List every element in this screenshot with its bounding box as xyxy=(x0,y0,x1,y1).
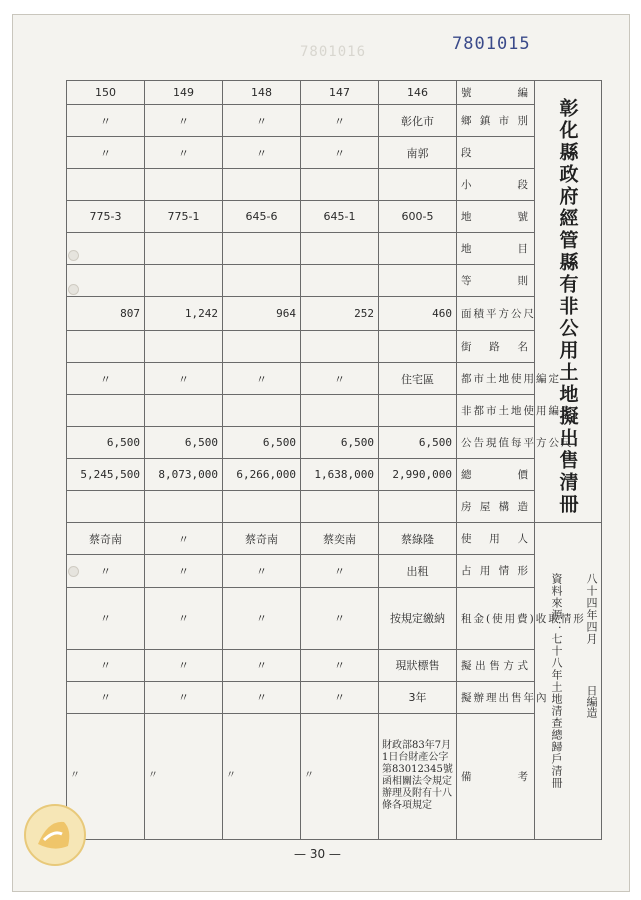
document-title: 彰化縣政府經管縣有非公用土地擬出售清冊 xyxy=(556,97,579,516)
cell-announced-value-149: 6,500 xyxy=(145,427,223,459)
cell-township-146: 彰化市 xyxy=(379,105,457,137)
cell-parcel-no-146: 600-5 xyxy=(379,201,457,233)
cell-land-category-148 xyxy=(223,233,301,265)
table-row-building xyxy=(67,491,602,523)
cell-township-150: 〃 xyxy=(67,105,145,137)
cell-land-category-149 xyxy=(145,233,223,265)
cell-nonurban-zoning-149 xyxy=(145,395,223,427)
cell-subsection-149 xyxy=(145,169,223,201)
cell-township-148: 〃 xyxy=(223,105,301,137)
cell-rent-146: 按規定繳納 xyxy=(379,587,457,649)
cell-parcel-no-148: 645-6 xyxy=(223,201,301,233)
data-source-note: 資料來源：七十八年土地清查總歸戶清冊 xyxy=(550,573,563,790)
cell-user-150: 蔡奇南 xyxy=(67,523,145,555)
cell-land-category-150 xyxy=(67,233,145,265)
cell-remarks-146: 財政部83年7月1日台財產公字第83012345號函相關法令規定辦理及附有十八條各項規定 xyxy=(379,713,457,839)
cell-grade-150 xyxy=(67,265,145,297)
cell-total-value-150: 5,245,500 xyxy=(67,459,145,491)
table-row-total-value xyxy=(67,459,602,491)
page-number: — 30 — xyxy=(294,847,341,861)
table-row-township xyxy=(67,105,602,137)
cell-sale-period-149: 〃 xyxy=(145,681,223,713)
cell-no-149: 149 xyxy=(145,81,223,105)
table-row-no xyxy=(67,81,602,105)
table-row-urban-zoning xyxy=(67,363,602,395)
cell-grade-146 xyxy=(379,265,457,297)
cell-building-150 xyxy=(67,491,145,523)
cell-urban-zoning-149: 〃 xyxy=(145,363,223,395)
row-label-sale-method: 擬出售方式 xyxy=(457,649,535,681)
row-label-announced-value: 公告現值每平方公尺 xyxy=(457,427,535,459)
cell-no-147: 147 xyxy=(301,81,379,105)
compiled-label: 日編造 xyxy=(585,685,598,719)
cell-remarks-149: 〃 xyxy=(145,713,223,839)
row-label-no: 號編 xyxy=(457,81,535,105)
cell-sale-method-147: 〃 xyxy=(301,649,379,681)
cell-occupancy-150: 〃 xyxy=(67,555,145,587)
cell-sale-period-146: 3年 xyxy=(379,681,457,713)
cell-area-149: 1,242 xyxy=(145,297,223,331)
cell-section-146: 南郭 xyxy=(379,137,457,169)
cell-rent-150: 〃 xyxy=(67,587,145,649)
row-label-sale-period: 擬辦理出售年內 xyxy=(457,681,535,713)
archive-watermark-logo xyxy=(20,800,90,870)
cell-remarks-147: 〃 xyxy=(301,713,379,839)
table-row-section xyxy=(67,137,602,169)
table-row-sale-period xyxy=(67,681,602,713)
cell-total-value-149: 8,073,000 xyxy=(145,459,223,491)
cell-occupancy-149: 〃 xyxy=(145,555,223,587)
cell-user-148: 蔡奇南 xyxy=(223,523,301,555)
row-label-area: 面積平方公尺 xyxy=(457,297,535,331)
title-cell xyxy=(535,81,602,523)
cell-subsection-147 xyxy=(301,169,379,201)
row-label-remarks: 備考 xyxy=(457,713,535,839)
cell-parcel-no-147: 645-1 xyxy=(301,201,379,233)
row-label-grade: 等則 xyxy=(457,265,535,297)
cell-area-146: 460 xyxy=(379,297,457,331)
cell-area-147: 252 xyxy=(301,297,379,331)
cell-no-150: 150 xyxy=(67,81,145,105)
cell-land-category-147 xyxy=(301,233,379,265)
cell-building-146 xyxy=(379,491,457,523)
cell-section-149: 〃 xyxy=(145,137,223,169)
cell-area-148: 964 xyxy=(223,297,301,331)
table-row-rent xyxy=(67,587,602,649)
cell-total-value-147: 1,638,000 xyxy=(301,459,379,491)
cell-road-147 xyxy=(301,331,379,363)
table-row-user xyxy=(67,523,602,555)
cell-parcel-no-150: 775-3 xyxy=(67,201,145,233)
row-label-section: 段 xyxy=(457,137,535,169)
row-label-parcel-no: 地號 xyxy=(457,201,535,233)
bleed-through-id: 7801016 xyxy=(300,44,367,60)
cell-road-146 xyxy=(379,331,457,363)
cell-urban-zoning-146: 住宅區 xyxy=(379,363,457,395)
cell-rent-148: 〃 xyxy=(223,587,301,649)
cell-subsection-150 xyxy=(67,169,145,201)
cell-road-150 xyxy=(67,331,145,363)
cell-user-149: 〃 xyxy=(145,523,223,555)
cell-nonurban-zoning-146 xyxy=(379,395,457,427)
cell-occupancy-146: 出租 xyxy=(379,555,457,587)
table-row-remarks xyxy=(67,713,602,839)
cell-building-147 xyxy=(301,491,379,523)
cell-occupancy-148: 〃 xyxy=(223,555,301,587)
cell-announced-value-150: 6,500 xyxy=(67,427,145,459)
cell-subsection-146 xyxy=(379,169,457,201)
cell-urban-zoning-150: 〃 xyxy=(67,363,145,395)
row-label-township: 鄉鎮市別 xyxy=(457,105,535,137)
cell-user-147: 蔡奕南 xyxy=(301,523,379,555)
cell-nonurban-zoning-148 xyxy=(223,395,301,427)
cell-section-147: 〃 xyxy=(301,137,379,169)
cell-sale-period-150: 〃 xyxy=(67,681,145,713)
cell-sale-method-148: 〃 xyxy=(223,649,301,681)
cell-grade-149 xyxy=(145,265,223,297)
cell-no-146: 146 xyxy=(379,81,457,105)
cell-section-150: 〃 xyxy=(67,137,145,169)
land-sale-table xyxy=(66,80,602,840)
row-label-occupancy: 占用情形 xyxy=(457,555,535,587)
cell-sale-method-146: 現狀標售 xyxy=(379,649,457,681)
cell-user-146: 蔡綠隆 xyxy=(379,523,457,555)
cell-urban-zoning-148: 〃 xyxy=(223,363,301,395)
cell-road-149 xyxy=(145,331,223,363)
cell-sale-method-150: 〃 xyxy=(67,649,145,681)
cell-road-148 xyxy=(223,331,301,363)
cell-announced-value-147: 6,500 xyxy=(301,427,379,459)
row-label-building: 房屋構造 xyxy=(457,491,535,523)
cell-parcel-no-149: 775-1 xyxy=(145,201,223,233)
table-row-announced-value xyxy=(67,427,602,459)
table-row-land-category xyxy=(67,233,602,265)
row-label-nonurban-zoning: 非都市土地使用編定 xyxy=(457,395,535,427)
cell-section-148: 〃 xyxy=(223,137,301,169)
document-id-stamp: 7801015 xyxy=(452,34,531,54)
table-row-parcel-no xyxy=(67,201,602,233)
row-label-land-category: 地目 xyxy=(457,233,535,265)
cell-rent-149: 〃 xyxy=(145,587,223,649)
table-row-sale-method xyxy=(67,649,602,681)
cell-occupancy-147: 〃 xyxy=(301,555,379,587)
cell-building-148 xyxy=(223,491,301,523)
cell-sale-period-147: 〃 xyxy=(301,681,379,713)
cell-sale-method-149: 〃 xyxy=(145,649,223,681)
table-row-subsection xyxy=(67,169,602,201)
cell-sale-period-148: 〃 xyxy=(223,681,301,713)
cell-remarks-150: 〃 xyxy=(67,713,145,839)
cell-announced-value-146: 6,500 xyxy=(379,427,457,459)
cell-township-149: 〃 xyxy=(145,105,223,137)
cell-subsection-148 xyxy=(223,169,301,201)
cell-land-category-146 xyxy=(379,233,457,265)
cell-nonurban-zoning-147 xyxy=(301,395,379,427)
cell-total-value-148: 6,266,000 xyxy=(223,459,301,491)
cell-remarks-148: 〃 xyxy=(223,713,301,839)
cell-grade-147 xyxy=(301,265,379,297)
table-row-road xyxy=(67,331,602,363)
cell-rent-147: 〃 xyxy=(301,587,379,649)
cell-area-150: 807 xyxy=(67,297,145,331)
table-row-area xyxy=(67,297,602,331)
table-row-nonurban-zoning xyxy=(67,395,602,427)
cell-nonurban-zoning-150 xyxy=(67,395,145,427)
cell-building-149 xyxy=(145,491,223,523)
cell-grade-148 xyxy=(223,265,301,297)
cell-township-147: 〃 xyxy=(301,105,379,137)
table-row-occupancy xyxy=(67,555,602,587)
source-cell xyxy=(535,523,602,840)
cell-total-value-146: 2,990,000 xyxy=(379,459,457,491)
row-label-user: 使用人 xyxy=(457,523,535,555)
compile-date: 八十四年四月 xyxy=(585,573,598,646)
cell-announced-value-148: 6,500 xyxy=(223,427,301,459)
row-label-subsection: 小段 xyxy=(457,169,535,201)
cell-no-148: 148 xyxy=(223,81,301,105)
row-label-total-value: 總價 xyxy=(457,459,535,491)
cell-urban-zoning-147: 〃 xyxy=(301,363,379,395)
table-row-grade xyxy=(67,265,602,297)
row-label-rent: 租金(使用費)收取情形 xyxy=(457,587,535,649)
row-label-road: 街路名 xyxy=(457,331,535,363)
row-label-urban-zoning: 都市土地使用編定 xyxy=(457,363,535,395)
